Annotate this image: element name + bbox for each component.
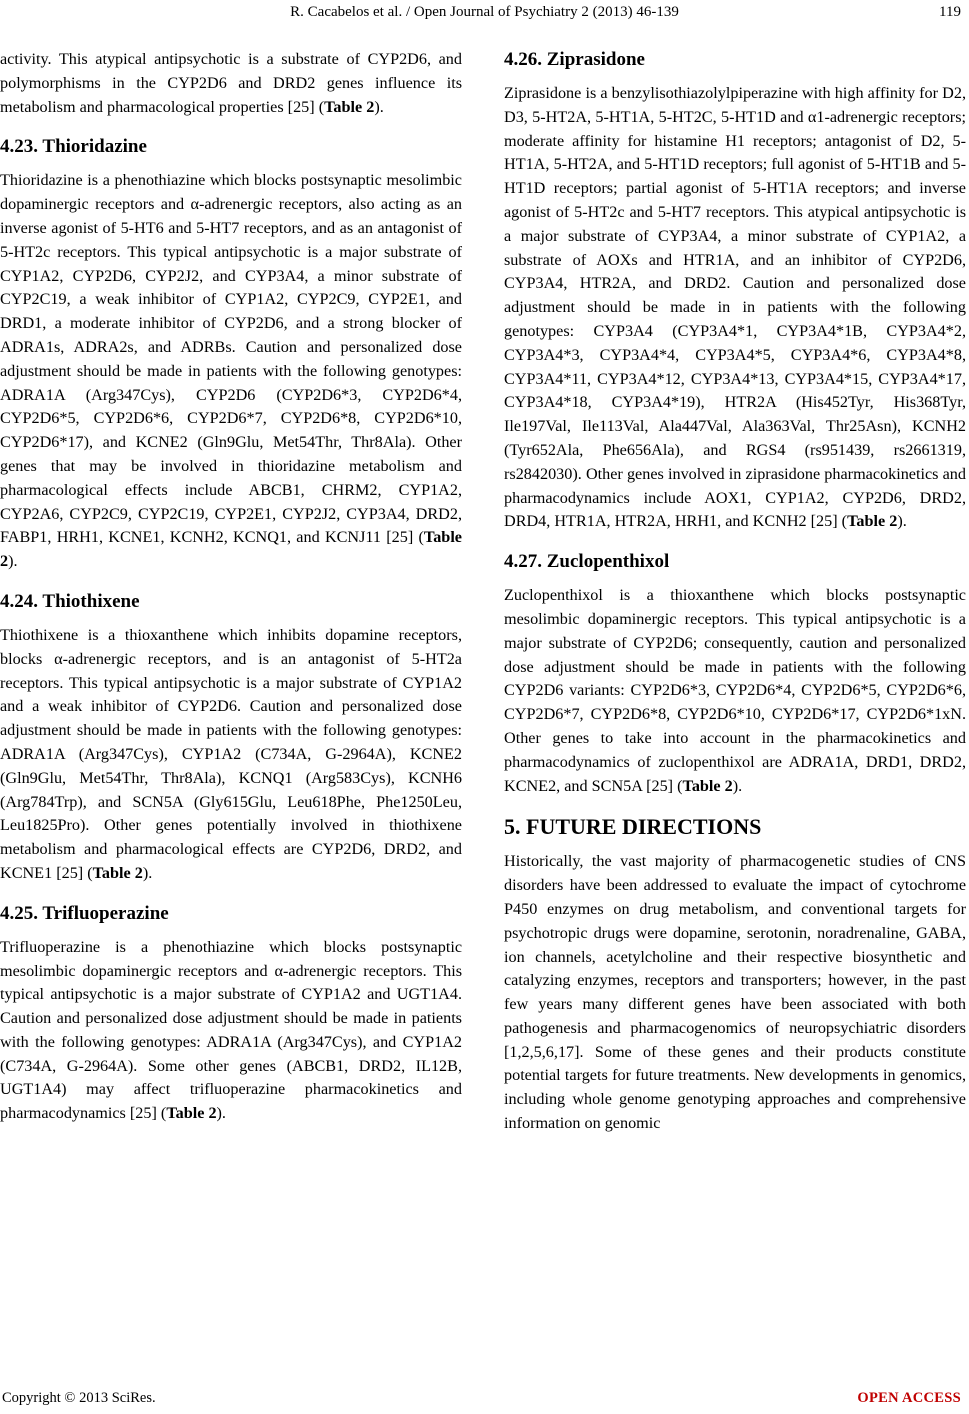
running-title: R. Cacabelos et al. / Open Journal of Psychiatry 2 (2013) 46-139	[290, 4, 679, 20]
table-link[interactable]: Table 2	[847, 512, 898, 531]
table-link[interactable]: Table 2	[0, 528, 462, 571]
heading-ziprasidone: 4.26. Ziprasidone	[504, 49, 645, 70]
copyright-notice: Copyright © 2013 SciRes.	[2, 1390, 156, 1406]
right-column	[504, 48, 966, 1146]
left-column	[0, 48, 462, 1136]
paragraph-continued: activity. This atypical antipsychotic is a substrate of CYP2D6, and polymorphisms in the CYP2D6 and DRD2 genes influence its metabolism and pharmacological properties [25] (Table 2).	[0, 50, 462, 116]
paragraph-future-directions: Historically, the vast majority of pharmacogenetic studies of CNS disorders have been addressed to evaluate the impact of cytochrome P450 enzymes on drug metabolism, and conventional targets for psychotropic drugs were dopamine, serotonin, noradrenaline, GABA, ion channels, acetylcholine and their respective biosynthetic and catalyzing enzymes, receptors and transporters; however, in the past few years many different genes have been associated with both pathogenesis and pharmacogenomics of neuropsychiatric disorders [1,2,5,6,17]. Some of these genes and their products constitute potential targets for future treatments. New developments in genomics, including whole genome genotyping approaches and comprehensive information on genomic	[504, 852, 966, 1133]
page-number: 119	[939, 4, 961, 20]
heading-thioridazine: 4.23. Thioridazine	[0, 136, 147, 158]
paragraph-thiothixene: Thiothixene is a thioxanthene which inhibits dopamine receptors, blocks α-adrenergic receptors, and is an antagonist of 5-HT2a receptors. This typical antipsychotic is a major substrate of CYP1A2 and a weak inhibitor of CYP2D6. Caution and personalized dose adjustment should be made in patients with the following genotypes: ADRA1A (Arg347Cys), CYP1A2 (C734A, G-2964A), KCNE2 (Gln9Glu, Met54Thr, Thr8Ala), KCNQ1 (Arg583Cys), KCNH6 (Arg784Trp), and SCN5A (Gly615Glu, Leu618Phe, Phe1250Leu, Leu1825Pro). Other genes potentially involved in thiothixene metabolism and pharmacological effects are CYP2D6, DRD2, and KCNE1 [25] (Table 2).	[0, 625, 462, 882]
table-link[interactable]: Table 2	[166, 1104, 217, 1123]
table-link[interactable]: Table 2	[682, 776, 733, 795]
open-access-label: OPEN ACCESS	[857, 1390, 961, 1406]
paragraph-zuclopenthixol: Zuclopenthixol is a thioxanthene which blocks postsynaptic mesolimbic dopaminergic receptors. This typical antipsychotic is a major substrate of CYP2D6; consequently, caution and personalized dose adjustment should be made in patients with the following CYP2D6 variants: CYP2D6*3, CYP2D6*4, CYP2D6*5, CYP2D6*6, CYP2D6*7, CYP2D6*8, CYP2D6*10, CYP2D6*17, CYP2D6*1xN. Other genes to take into account in the pharmacokinetics and pharmacodynamics of zuclopenthixol are ADRA1A, DRD1, DRD2, KCNE2, and SCN5A [25] (Table 2).	[504, 586, 966, 795]
heading-future-directions: 5. FUTURE DIRECTIONS	[504, 814, 762, 840]
paragraph-ziprasidone: Ziprasidone is a benzylisothiazolylpiperazine with high affinity for D2, D3, 5-HT2A, 5-HT1A, 5-HT2C, 5-HT1D and α1-adrenergic receptors; moderate affinity for histamine H1 receptors; antagonist of D2, 5-HT1A, 5-HT2A, and 5-HT1D receptors; full agonist of 5-HT1B and 5-HT1D receptors; partial agonist of 5-HT1A receptors; and inverse agonist of 5-HT2c and 5-HT7 receptors. This atypical antipsychotic is a major substrate of CYP3A4, a minor substrate of CYP1A2, a substrate of AOXs and HTR1A, and an inhibitor of CYP2D6, CYP3A4, HTR2A, and DRD2. Caution and personalized dose adjustment should be made in in patients with the following genotypes: CYP3A4 (CYP3A4*1, CYP3A4*1B, CYP3A4*2, CYP3A4*3, CYP3A4*4, CYP3A4*5, CYP3A4*6, CYP3A4*8, CYP3A4*11, CYP3A4*12, CYP3A4*13, CYP3A4*15, CYP3A4*17, CYP3A4*18, CYP3A4*19), HTR2A (His452Tyr, His368Tyr, Ile197Val, Ile113Val, Ala447Val, Ala363Val, Thr25Asn), KCNH2 (Tyr652Ala, Phe656Ala), and RGS4 (rs951439, rs2661319, rs2842030). Other genes involved in ziprasidone pharmacokinetics and pharmacodynamics include AOX1, CYP1A2, CYP2D6, DRD2, DRD4, HTR1A, HTR2A, HRH1, and KCNH2 [25] (Table 2).	[504, 84, 966, 531]
heading-thiothixene: 4.24. Thiothixene	[0, 590, 140, 612]
paragraph-trifluoperazine: Trifluoperazine is a phenothiazine which blocks postsynaptic mesolimbic dopaminergic receptors and α-adrenergic receptors. This typical antipsychotic is a major substrate of CYP1A2 and UGT1A4. Caution and personalized dose adjustment should be made in patients with the following genotypes: ADRA1A (Arg347Cys), and CYP1A2 (C734A, G-2964A). Some other genes (ABCB1, DRD2, IL12B, UGT1A4) may affect trifluoperazine pharmacokinetics and pharmacodynamics [25] (Table 2).	[0, 937, 462, 1123]
heading-zuclopenthixol: 4.27. Zuclopenthixol	[504, 551, 670, 573]
table-link[interactable]: Table 2	[92, 863, 143, 882]
paragraph-thioridazine: Thioridazine is a phenothiazine which blocks postsynaptic mesolimbic dopaminergic receptors and α-adrenergic receptors, also acting as an inverse agonist of 5-HT6 and 5-HT7 receptors, and as an antagonist of 5-HT2c receptors. This typical antipsychotic is a major substrate of CYP1A2, CYP2D6, CYP2J2, and CYP3A4, a minor substrate of CYP2C19, a weak inhibitor of CYP1A2, CYP2C9, CYP2E1, and DRD1, a moderate inhibitor of CYP2D6, and a strong blocker of ADRA1s, ADRA2s, and ADRBs. Caution and personalized dose adjustment should be made in patients with the following genotypes: ADRA1A (Arg347Cys), CYP2D6 (CYP2D6*3, CYP2D6*4, CYP2D6*5, CYP2D6*6, CYP2D6*7, CYP2D6*8, CYP2D6*10, CYP2D6*17), and KCNE2 (Gln9Glu, Met54Thr, Thr8Ala). Other genes that may be involved in thioridazine metabolism and pharmacological effects include ABCB1, CHRM2, CYP1A2, CYP2A6, CYP2C9, CYP2C19, CYP2E1, CYP2J2, CYP3A4, DRD2, FABP1, HRH1, KCNE1, KCNH2, KCNQ1, and KCNJ11 [25] (Table 2).	[0, 171, 462, 571]
running-header	[0, 4, 969, 28]
table-link[interactable]: Table 2	[324, 97, 375, 116]
heading-trifluoperazine: 4.25. Trifluoperazine	[0, 902, 169, 924]
